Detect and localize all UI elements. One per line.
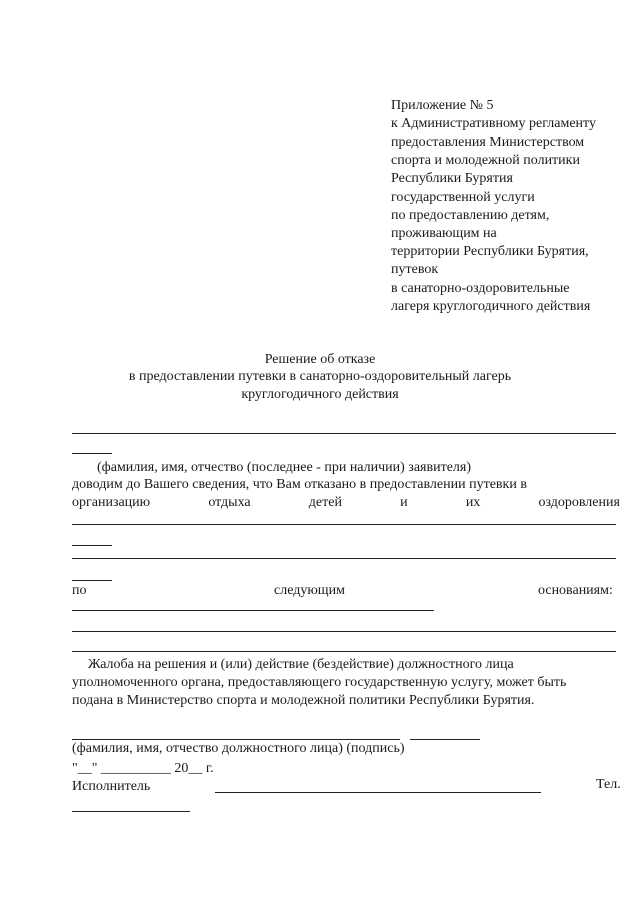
reason-fill-line — [72, 610, 434, 611]
reason-fill-line — [72, 651, 616, 652]
appendix-line: по предоставлению детям, — [391, 208, 550, 223]
reason-word: по — [72, 583, 87, 598]
title-line-3: круглогодичного действия — [241, 387, 399, 402]
organization-fill-line — [72, 524, 616, 525]
appendix-line: предоставления Министерством — [391, 135, 585, 150]
title-line-1: Решение об отказе — [264, 352, 376, 367]
org-word: их — [465, 495, 481, 510]
date-line: "__" __________ 20__ г. — [72, 761, 214, 776]
appendix-line: лагеря круглогодичного действия — [391, 299, 591, 314]
official-name-line — [72, 739, 400, 740]
applicant-fill-line — [72, 433, 616, 434]
appendix-line: путевок — [391, 262, 439, 277]
official-caption: (фамилия, имя, отчество должностного лица) (подпись) — [72, 741, 405, 756]
signature-line — [410, 739, 480, 740]
appendix-line: государственной услуги — [391, 190, 535, 205]
phone-label: Тел. — [596, 777, 621, 792]
organization-line — [72, 495, 620, 511]
organization-fill-line-short — [72, 580, 112, 581]
org-word: детей — [308, 495, 342, 510]
org-word: оздоровления — [538, 495, 620, 510]
applicant-caption: (фамилия, имя, отчество (последнее - при наличии) заявителя) — [97, 460, 472, 475]
org-word: отдыха — [208, 495, 251, 510]
reason-word: основаниям: — [538, 583, 613, 598]
applicant-fill-line-short — [72, 453, 112, 454]
organization-fill-line-short — [72, 545, 112, 546]
org-word: и — [400, 495, 408, 510]
appendix-line: в санаторно-оздоровительные — [391, 281, 570, 296]
org-word: организацию — [72, 495, 151, 510]
appendix-line: территории Республики Бурятия, — [391, 244, 589, 259]
complaint-line-2: уполномоченного органа, предоставляющего государственную услугу, может быть — [72, 675, 567, 690]
appendix-line: к Административному регламенту — [391, 116, 596, 131]
appendix-line: спорта и молодежной политики — [391, 153, 580, 168]
reason-word: следующим — [274, 583, 345, 598]
organization-fill-line — [72, 558, 616, 559]
complaint-line-1: Жалоба на решения и (или) действие (бездействие) должностного лица — [88, 657, 514, 672]
executor-label: Исполнитель — [72, 779, 151, 794]
appendix-number: Приложение № 5 — [391, 98, 494, 113]
phone-fill-line — [72, 811, 190, 812]
appendix-line: Республики Бурятия — [391, 171, 513, 186]
appendix-line: проживающим на — [391, 226, 497, 241]
complaint-line-3: подана в Министерство спорта и молодежной политики Республики Бурятия. — [72, 693, 535, 708]
reason-fill-line — [72, 631, 616, 632]
notice-line: доводим до Вашего сведения, что Вам отказано в предоставлении путевки в — [72, 477, 527, 492]
executor-fill-line — [215, 792, 541, 793]
title-line-2: в предоставлении путевки в санаторно-оздоровительный лагерь — [128, 369, 512, 384]
